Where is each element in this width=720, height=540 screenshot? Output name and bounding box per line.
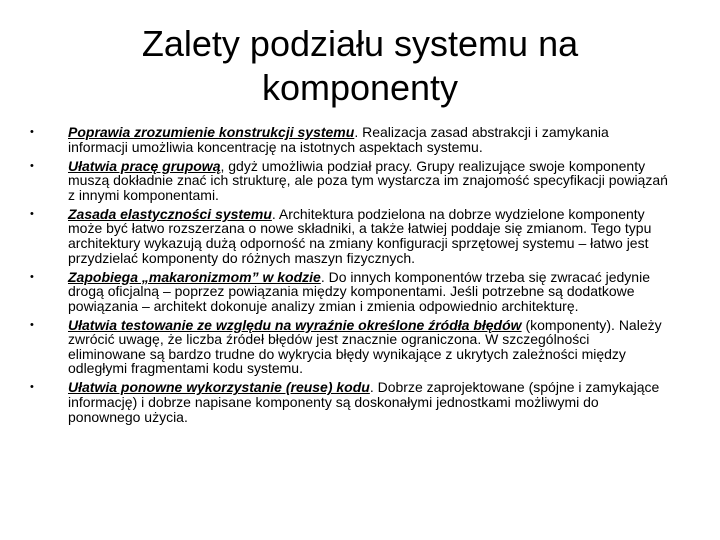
bullet-item [30, 125, 670, 154]
bullet-heading: Ułatwia testowanie ze względu na wyraźnie określone źródła błędów [68, 316, 522, 333]
bullet-marker: • [30, 381, 34, 394]
bullet-marker: • [30, 270, 34, 283]
bullet-marker: • [30, 318, 34, 331]
bullet-item [30, 207, 670, 265]
bullet-heading: Ułatwia pracę grupową [68, 157, 221, 174]
bullet-heading: Zapobiega „makaronizmom” w kodzie [68, 268, 321, 285]
bullet-marker: • [30, 207, 34, 220]
bullet-text: . Dobrze zaprojektowane (spójne i zamykające informację) i dobrze napisane komponenty są doskonałymi jednostkami możliwymi do ponownego użycia. [68, 379, 660, 425]
bullet-text: . Architektura podzielona na dobrze wydzielone komponenty może być łatwo rozszerzana o nowe składniki, a także łatwiej poddaje się zmianom. Tego typu architektury wykazują dużą odporność na zmiany konfiguracji sprzętowej systemu – łatwo jest przydzielać komponenty do różnych maszyn fizycznych. [68, 205, 652, 266]
bullet-text: , gdyż umożliwia podział pracy. Grupy realizujące swoje komponenty muszą dokładnie znać ich strukturę, ale poza tym wystarcza im znajomość specyfikacji powiązań z innymi komponentami. [68, 157, 668, 203]
bullet-text: . Do innych komponentów trzeba się zwracać jedynie drogą oficjalną – poprzez powiązania między komponentami. Jeśli potrzebne są dodatkowe powiązania – architekt dokonuje analizy zmian i zmienia odpowiednio architekturę. [68, 268, 650, 314]
bullet-marker: • [30, 126, 34, 138]
bullet-marker: • [30, 159, 34, 172]
bullet-heading: Ułatwia ponowne wykorzystanie (reuse) kodu [68, 379, 370, 396]
bullet-item [30, 270, 670, 314]
bullet-item [30, 380, 670, 424]
bullet-item [30, 159, 670, 203]
bullet-text: (komponenty). Należy zwrócić uwagę, że liczba źródeł błędów jest znacznie ograniczona. W szczególności eliminowane są bardzo trudne do wykrycia błędy wynikające z ukrytych zależności między odległymi fragmentami kodu systemu. [68, 316, 662, 377]
bullet-heading: Zasada elastyczności systemu [68, 205, 272, 222]
slide-title: Zalety podziału systemu na komponenty [141, 23, 579, 108]
bullet-list [30, 125, 670, 429]
bullet-heading: Poprawia zrozumienie konstrukcji systemu [68, 124, 355, 140]
bullet-item [30, 318, 670, 376]
bullet-text: . Realizacja zasad abstrakcji i zamykania informacji umożliwia koncentrację na istotnych aspektach systemu. [68, 124, 609, 155]
